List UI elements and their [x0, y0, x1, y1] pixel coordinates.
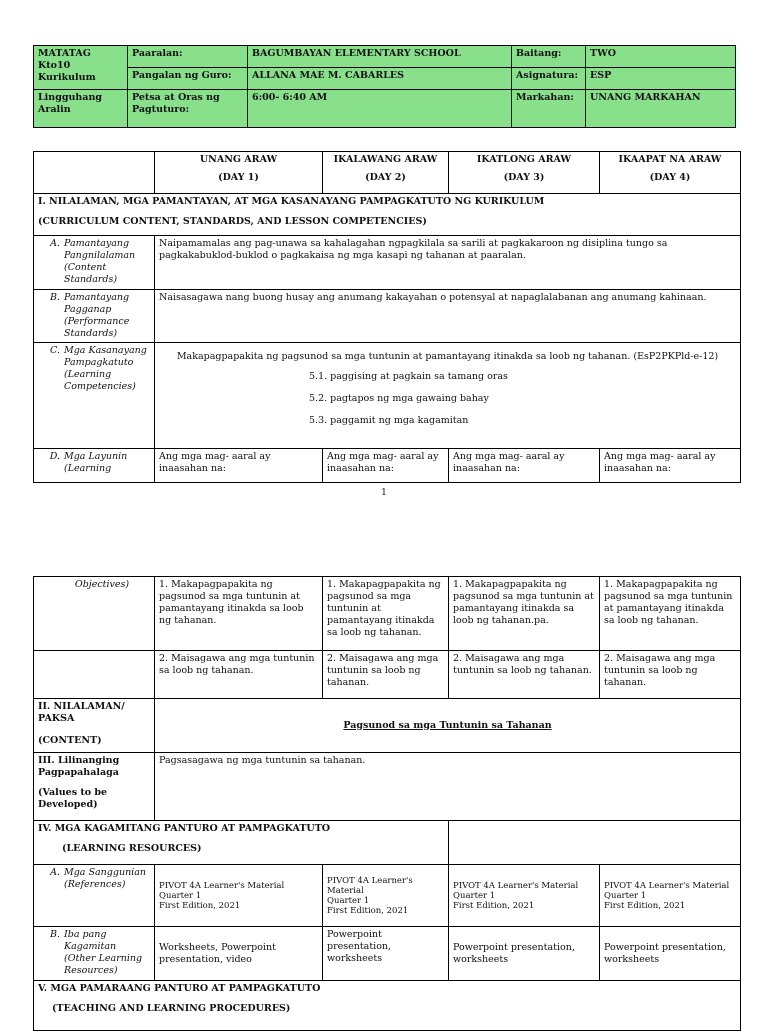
performance-standards-label: B. Pamantayang Pagganap (Performance Standards)	[34, 290, 155, 343]
objective2-day1: 2. Maisagawa ang mga tuntunin sa loob ng tahanan.	[155, 651, 323, 699]
reference-day1: PIVOT 4A Learner's Material Quarter 1 First Edition, 2021	[155, 865, 323, 927]
grade-label: Baitang:	[512, 46, 586, 68]
reference-day2: PIVOT 4A Learner's Material Quarter 1 First Edition, 2021	[323, 865, 449, 927]
other-resources-day4: Powerpoint presentation, worksheets	[600, 927, 741, 981]
lesson-table-page2	[33, 576, 741, 1031]
performance-standards-text: Naisasagawa nang buong husay ang anumang kakayahan o potensyal at napaglalabanan ang anumang kahinaan.	[155, 290, 741, 343]
date-label: Petsa at Oras ng Pagtuturo:	[128, 90, 248, 128]
school-value: BAGUMBAYAN ELEMENTARY SCHOOL	[248, 46, 512, 68]
weekly-lesson-label: Lingguhang Aralin	[34, 90, 128, 128]
objectives-intro-day1: Ang mga mag- aaral ay inaasahan na:	[155, 449, 323, 483]
values-label: III. Lilinanging Pagpapahalaga (Values to be Developed)	[34, 753, 155, 821]
content-standards-text: Naipamamalas ang pag-unawa sa kahalagahan ngpagkilala sa sarili at pagkakaroon ng disiplina tungo sa pagkakabuklod-buklod o pagkakaisa ng mga kasapi ng tahanan at paaralan.	[155, 236, 741, 290]
values-text: Pagsasagawa ng mga tuntunin sa tahanan.	[155, 753, 741, 821]
resources-title: IV. MGA KAGAMITANG PANTURO AT PAMPAGKATUTO (LEARNING RESOURCES)	[34, 821, 449, 865]
day2-header: IKALAWANG ARAW (DAY 2)	[323, 152, 449, 194]
content-topic: Pagsunod sa mga Tuntunin sa Tahanan	[155, 699, 741, 753]
objective1-day4: 1. Makapagpapakita ng pagsunod sa mga tuntunin at pamantayang itinakda sa loob ng tahanan.	[600, 577, 741, 651]
competencies-label: C. Mga Kasanayang Pampagkatuto (Learning Competencies)	[34, 343, 155, 449]
other-resources-day3: Powerpoint presentation, worksheets	[449, 927, 600, 981]
objectives-intro-day2: Ang mga mag- aaral ay inaasahan na:	[323, 449, 449, 483]
section1-title: I. NILALAMAN, MGA PAMANTAYAN, AT MGA KASANAYANG PAMPAGKATUTO NG KURIKULUM (CURRICULUM CONTENT, STANDARDS, AND LESSON COMPETENCIES)	[34, 194, 741, 236]
subject-label: Asignatura:	[512, 68, 586, 90]
other-resources-label: B. Iba pang Kagamitan (Other Learning Resources)	[34, 927, 155, 981]
day1-header: UNANG ARAW (DAY 1)	[155, 152, 323, 194]
school-label: Paaralan:	[128, 46, 248, 68]
content-label: II. NILALAMAN/ PAKSA (CONTENT)	[34, 699, 155, 753]
content-standards-label: A. Pamantayang Pangnilalaman (Content Standards)	[34, 236, 155, 290]
header-table	[33, 45, 736, 128]
objectives-intro-day3: Ang mga mag- aaral ay inaasahan na:	[449, 449, 600, 483]
quarter-value: UNANG MARKAHAN	[586, 90, 736, 128]
objectives-label: D. Mga Layunin (Learning	[34, 449, 155, 483]
teacher-label: Pangalan ng Guro:	[128, 68, 248, 90]
teacher-value: ALLANA MAE M. CABARLES	[248, 68, 512, 90]
objective1-day1: 1. Makapagpapakita ng pagsunod sa mga tuntunin at pamantayang itinakda sa loob ng tahanan.	[155, 577, 323, 651]
objective1-day3: 1. Makapagpapakita ng pagsunod sa mga tuntunin at pamantayang itinakda sa loob ng tahanan.pa.	[449, 577, 600, 651]
references-label: A. Mga Sanggunian (References)	[34, 865, 155, 927]
objective2-day2: 2. Maisagawa ang mga tuntunin sa loob ng tahanan.	[323, 651, 449, 699]
day3-header: IKATLONG ARAW (DAY 3)	[449, 152, 600, 194]
day4-header: IKAAPAT NA ARAW (DAY 4)	[600, 152, 741, 194]
objective1-day2: 1. Makapagpapakita ng pagsunod sa mga tuntunin at pamantayang itinakda sa loob ng tahanan.	[323, 577, 449, 651]
procedures-title: V. MGA PAMARAANG PANTURO AT PAMPAGKATUTO (TEACHING AND LEARNING PROCEDURES)	[34, 981, 741, 1031]
objective2-day4: 2. Maisagawa ang mga tuntunin sa loob ng tahanan.	[600, 651, 741, 699]
other-resources-day1: Worksheets, Powerpoint presentation, video	[155, 927, 323, 981]
other-resources-day2: Powerpoint presentation, worksheets	[323, 927, 449, 981]
curriculum-label: MATATAG Kto10 Kurikulum	[34, 46, 128, 90]
reference-day3: PIVOT 4A Learner's Material Quarter 1 First Edition, 2021	[449, 865, 600, 927]
subject-value: ESP	[586, 68, 736, 90]
objectives-intro-day4: Ang mga mag- aaral ay inaasahan na:	[600, 449, 741, 483]
quarter-label: Markahan:	[512, 90, 586, 128]
time-value: 6:00- 6:40 AM	[248, 90, 512, 128]
objectives-cont-label: Objectives)	[34, 577, 155, 651]
lesson-table-page1	[33, 151, 741, 483]
grade-value: TWO	[586, 46, 736, 68]
page-number: 1	[381, 488, 387, 498]
reference-day4: PIVOT 4A Learner's Material Quarter 1 First Edition, 2021	[600, 865, 741, 927]
objective2-day3: 2. Maisagawa ang mga tuntunin sa loob ng tahanan.	[449, 651, 600, 699]
competencies-text: Makapagpapakita ng pagsunod sa mga tuntunin at pamantayang itinakda sa loob ng tahanan. (EsP2PKPld-e-12) 5.1. paggising at pagkain sa tamang oras 5.2. pagtapos ng mga gawaing bahay 5.3. paggamit ng mga kagamitan	[155, 343, 741, 449]
